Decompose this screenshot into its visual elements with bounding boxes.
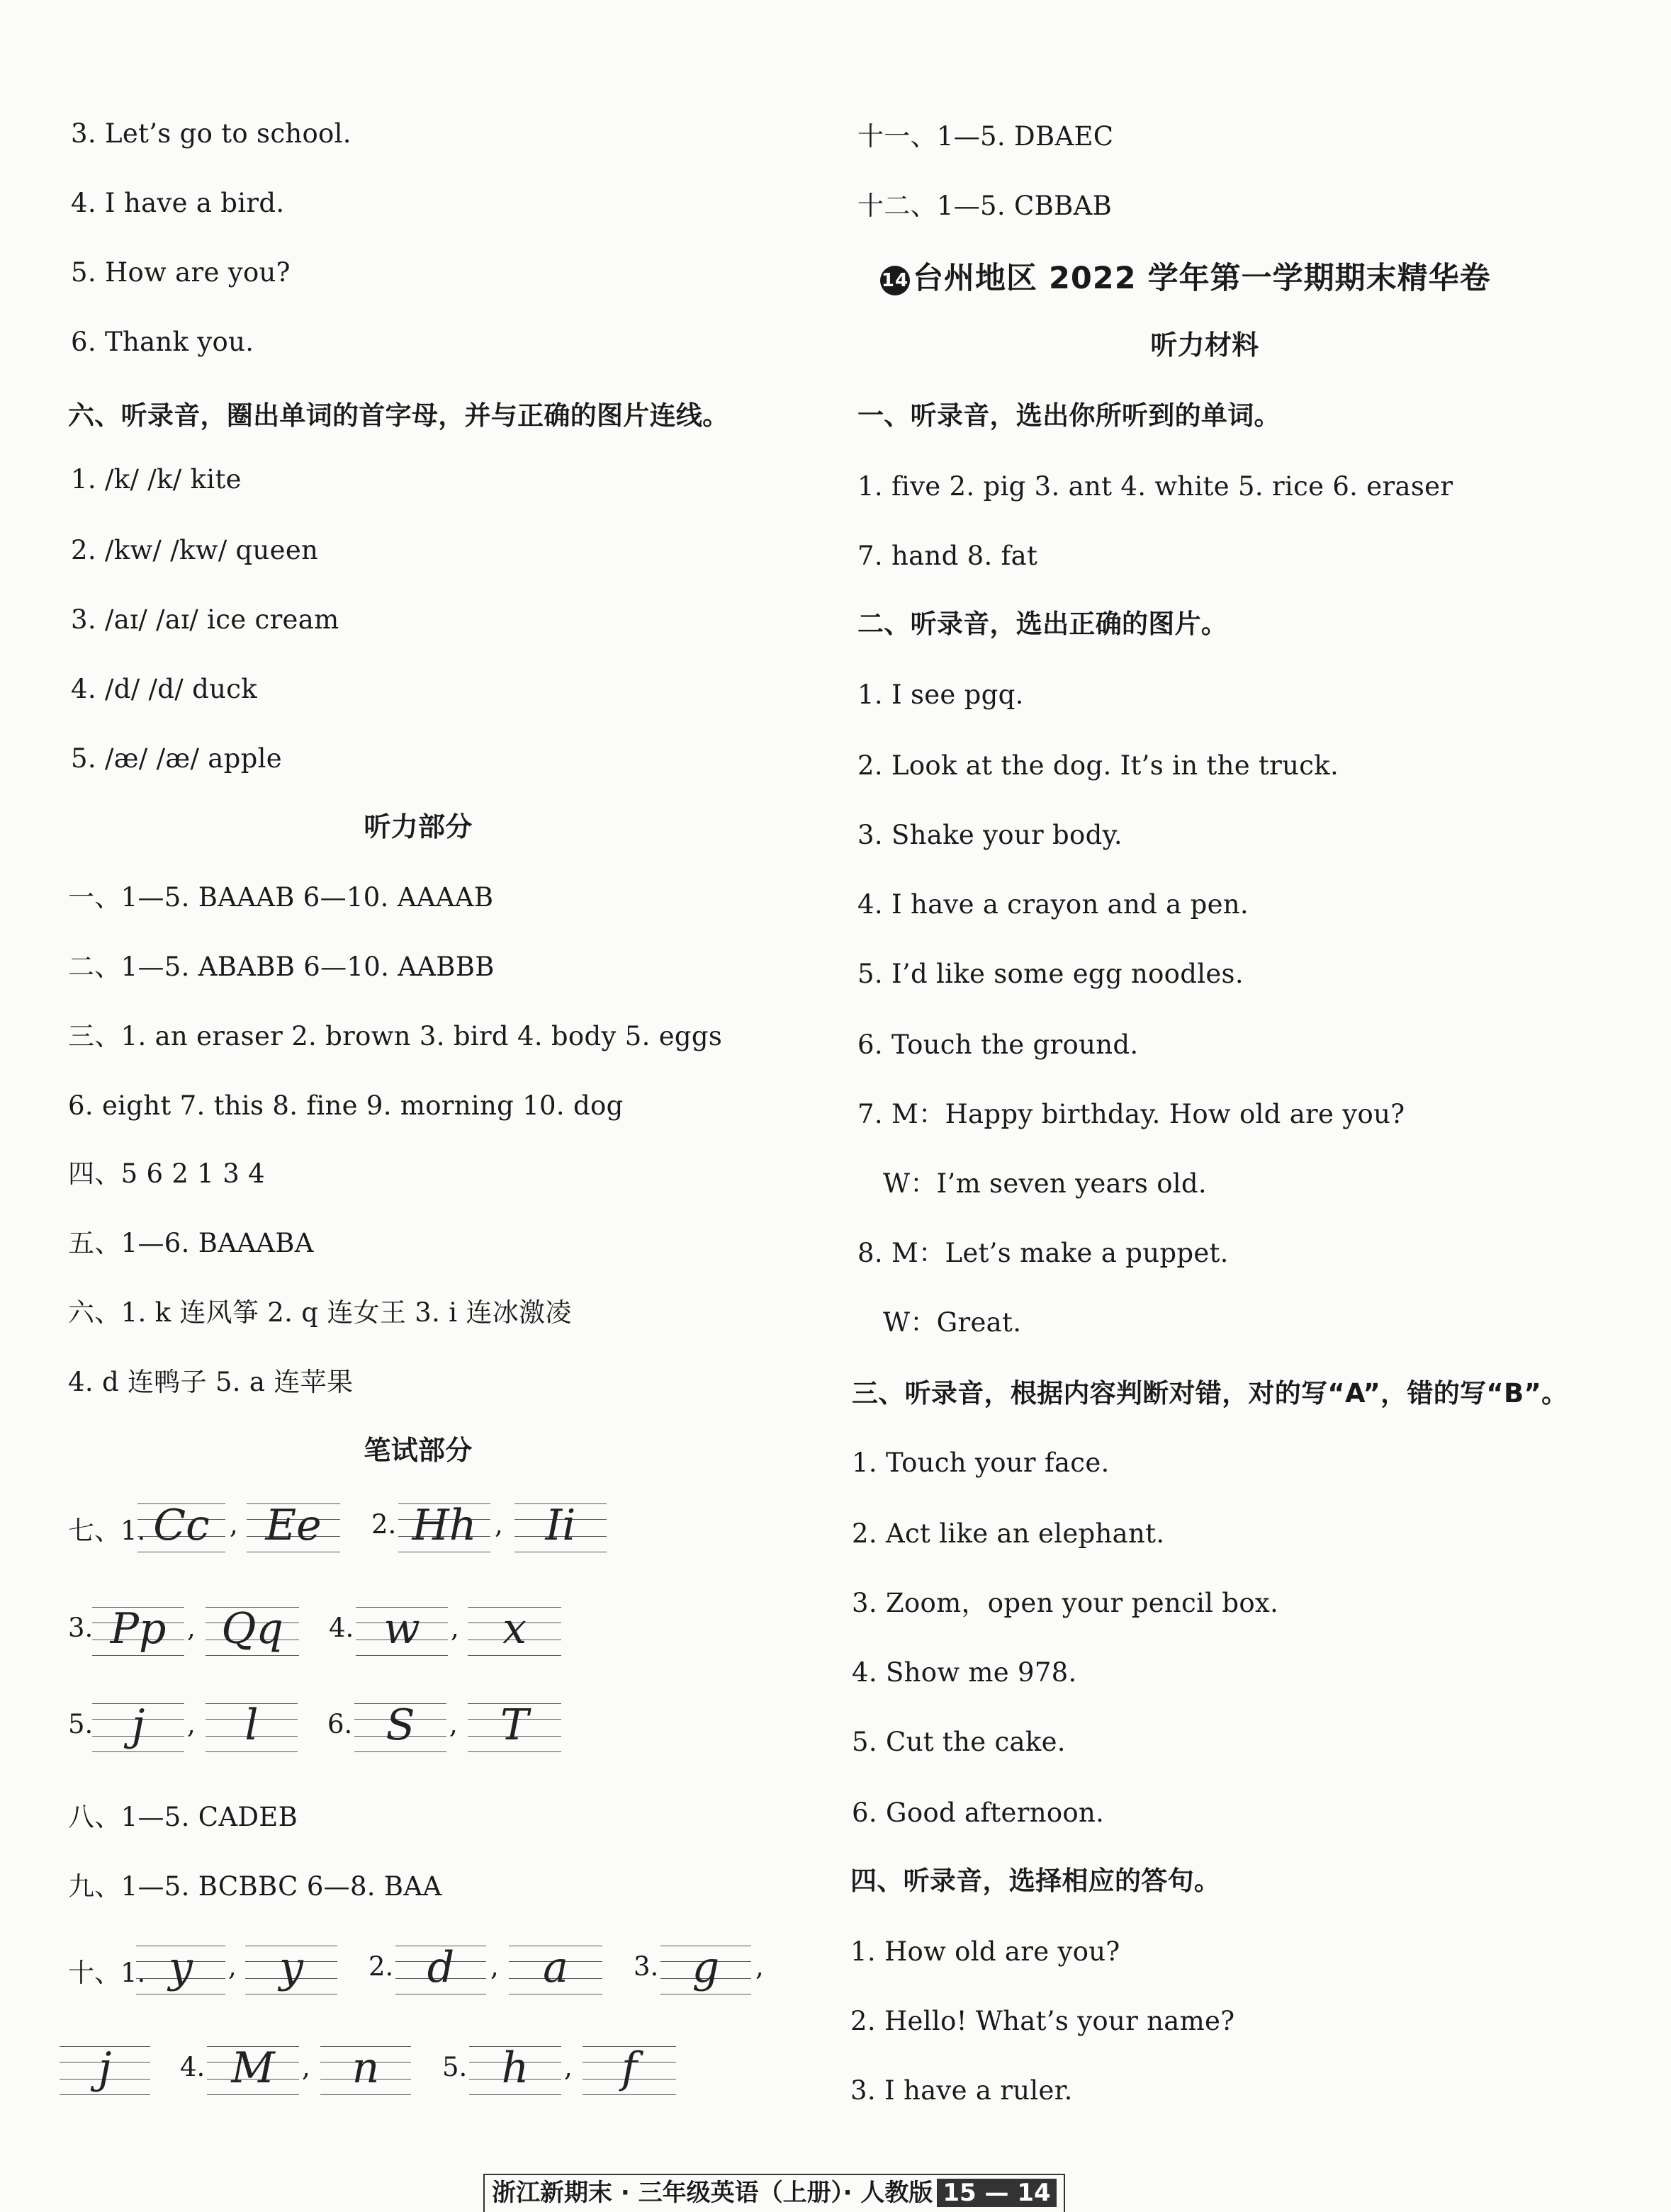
handwritten-letters: Pp (110, 1604, 167, 1654)
comma: , (187, 1709, 196, 1739)
answer-line: 4. I have a crayon and a pen. (857, 889, 1249, 920)
comma: , (755, 1951, 764, 1982)
handwriting-box (320, 2042, 411, 2099)
question-number: 2. (371, 1509, 397, 1540)
footer-title: 浙江新期末 · 三年级英语（上册）· 人教版 (492, 2179, 933, 2207)
answer-line: 九、1—5. BCBBC 6—8. BAA (68, 1871, 442, 1902)
handwritten-letters: Hh (412, 1501, 477, 1550)
handwritten-letters: y (279, 1943, 303, 1992)
answer-line: W：I’m seven years old. (883, 1168, 1207, 1199)
section-heading: 一、听录音，选出你所听到的单词。 (857, 400, 1281, 431)
section-title-written: 笔试部分 (364, 1435, 473, 1466)
answer-line: 4. d 连鸭子 5. a 连苹果 (68, 1367, 354, 1397)
paper-title-text: 台州地区 2022 学年第一学期期末精华卷 (913, 261, 1491, 296)
handwriting-box (356, 1603, 448, 1659)
handwriting-row (68, 1603, 635, 1659)
answer-line: 3. Let’s go to school. (71, 118, 351, 149)
answer-line: 4. I have a bird. (71, 188, 285, 218)
handwriting-box (660, 1941, 751, 1998)
answer-line: 6. Good afternoon. (852, 1798, 1105, 1828)
question-number: 4. (180, 2052, 206, 2082)
answer-line: 6. eight 7. this 8. fine 9. morning 10. dog (68, 1090, 624, 1121)
handwriting-box (245, 1941, 337, 1998)
handwritten-letters: a (543, 1943, 568, 1992)
answer-line: 2. Act like an elephant. (852, 1518, 1165, 1549)
answer-line: 4. Show me 978. (852, 1657, 1077, 1688)
handwritten-letters: Cc (153, 1501, 210, 1550)
paper-title (880, 261, 1491, 296)
paper-number-badge: 14 (880, 266, 910, 295)
handwriting-row (60, 2042, 768, 2099)
answer-line: 2. /kw/ /kw/ queen (71, 535, 319, 565)
handwriting-row (68, 1941, 777, 1998)
answer-line: 2. Hello! What’s your name? (850, 2006, 1235, 2036)
answer-line: 3. Shake your body. (857, 820, 1123, 850)
section-heading: 二、听录音，选出正确的图片。 (857, 609, 1228, 639)
handwriting-box (514, 1499, 607, 1556)
handwritten-letters: x (502, 1604, 527, 1654)
answer-line: 十一、1—5. DBAEC (857, 121, 1114, 152)
comma: , (228, 1951, 237, 1982)
answer-line: 3. I have a ruler. (850, 2075, 1073, 2106)
question-number: 十、1. (68, 1958, 146, 1988)
question-number: 3. (68, 1613, 94, 1643)
handwritten-letters: w (383, 1604, 420, 1654)
handwritten-letters: j (98, 2043, 112, 2093)
handwritten-letters: Qq (221, 1604, 283, 1654)
answer-line: 5. How are you? (71, 257, 291, 288)
answer-line: 7. hand 8. fat (857, 541, 1038, 571)
handwritten-letters: f (621, 2043, 638, 2093)
answer-line: 2. Look at the dog. It’s in the truck. (857, 750, 1339, 781)
question-number: 6. (327, 1709, 353, 1739)
handwriting-box (60, 2042, 150, 2099)
question-number: 2. (368, 1951, 394, 1982)
handwritten-letters: y (169, 1943, 193, 1992)
answer-line: 1. five 2. pig 3. ant 4. white 5. rice 6. eraser (857, 471, 1453, 502)
page-number: 15 — 14 (937, 2179, 1056, 2207)
handwriting-box (398, 1499, 490, 1556)
answer-line: 5. /æ/ /æ/ apple (71, 743, 282, 774)
section-heading: 四、听录音，选择相应的答句。 (850, 1866, 1221, 1896)
answer-line: 十二、1—5. CBBAB (857, 191, 1113, 221)
handwriting-box (469, 2042, 561, 2099)
answer-line: 7. M：Happy birthday. How old are you? (857, 1099, 1405, 1129)
comma: , (187, 1613, 196, 1643)
comma: , (490, 1951, 499, 1982)
handwritten-letters: Ee (265, 1501, 322, 1550)
comma: , (230, 1509, 238, 1540)
handwriting-box (509, 1941, 602, 1998)
handwritten-letters: l (244, 1700, 259, 1750)
answer-line: 六、1. k 连风筝 2. q 连女王 3. i 连冰激凌 (68, 1297, 572, 1328)
answer-line: 4. /d/ /d/ duck (71, 674, 257, 704)
page-footer (483, 2174, 1065, 2212)
comma: , (449, 1709, 458, 1739)
handwritten-letters: Ii (545, 1501, 576, 1550)
answer-line: 四、5 6 2 1 3 4 (68, 1158, 265, 1189)
handwriting-box (395, 1941, 486, 1998)
answer-line: 五、1—6. BAAABA (68, 1228, 314, 1258)
comma: , (495, 1509, 503, 1540)
handwriting-box (207, 2042, 299, 2099)
answer-line: 5. Cut the cake. (852, 1727, 1066, 1757)
handwritten-letters: T (500, 1700, 529, 1750)
handwriting-row (68, 1499, 635, 1556)
question-number: 4. (329, 1613, 354, 1643)
handwriting-box (354, 1699, 446, 1756)
question-number: 5. (442, 2052, 468, 2082)
section-title-listening: 听力部分 (364, 811, 473, 842)
handwriting-box (137, 1499, 225, 1556)
handwritten-letters: d (427, 1943, 455, 1992)
answer-line: 8. M：Let’s make a puppet. (857, 1238, 1229, 1268)
section-heading: 六、听录音，圈出单词的首字母，并与正确的图片连线。 (68, 400, 729, 431)
handwritten-letters: g (692, 1943, 720, 1992)
handwriting-box (206, 1603, 299, 1659)
answer-line: 5. I’d like some egg noodles. (857, 959, 1244, 989)
handwritten-letters: M (231, 2043, 275, 2093)
handwriting-box (468, 1699, 561, 1756)
question-number: 3. (634, 1951, 659, 1982)
question-number: 5. (68, 1709, 94, 1739)
handwriting-box (206, 1699, 298, 1756)
answer-line: W：Great. (883, 1307, 1022, 1338)
handwriting-box (247, 1499, 340, 1556)
comma: , (564, 2052, 573, 2082)
answer-line: 1. Touch your face. (852, 1448, 1110, 1478)
section-title-listening-material: 听力材料 (1150, 329, 1259, 361)
answer-line: 1. How old are you? (850, 1936, 1120, 1967)
answer-line: 3. Zoom，open your pencil box. (852, 1588, 1279, 1618)
answer-line: 6. Thank you. (71, 327, 254, 357)
comma: , (451, 1613, 459, 1643)
handwriting-box (583, 2042, 676, 2099)
answer-line: 八、1—5. CADEB (68, 1802, 298, 1832)
answer-line: 6. Touch the ground. (857, 1029, 1139, 1060)
question-number: 七、1. (68, 1516, 146, 1546)
answer-line: 1. /k/ /k/ kite (71, 464, 242, 495)
handwritten-letters: h (501, 2043, 529, 2093)
handwriting-box (468, 1603, 561, 1659)
handwriting-box (92, 1603, 184, 1659)
handwriting-row (68, 1699, 635, 1756)
handwritten-letters: S (386, 1700, 415, 1750)
answer-line: 二、1—5. ABABB 6—10. AABBB (68, 952, 495, 982)
answer-line: 1. I see pgq. (857, 679, 1024, 710)
handwriting-box (92, 1699, 184, 1756)
comma: , (302, 2052, 310, 2082)
handwritten-letters: j (131, 1700, 145, 1750)
answer-line: 三、1. an eraser 2. brown 3. bird 4. body 5. eggs (68, 1021, 723, 1051)
answer-line: 一、1—5. BAAAB 6—10. AAAAB (68, 882, 494, 913)
handwriting-box (136, 1941, 225, 1998)
handwritten-letters: n (351, 2043, 380, 2093)
answer-line: 3. /aɪ/ /aɪ/ ice cream (71, 604, 339, 635)
section-heading: 三、听录音，根据内容判断对错，对的写“A”，错的写“B”。 (852, 1378, 1568, 1409)
